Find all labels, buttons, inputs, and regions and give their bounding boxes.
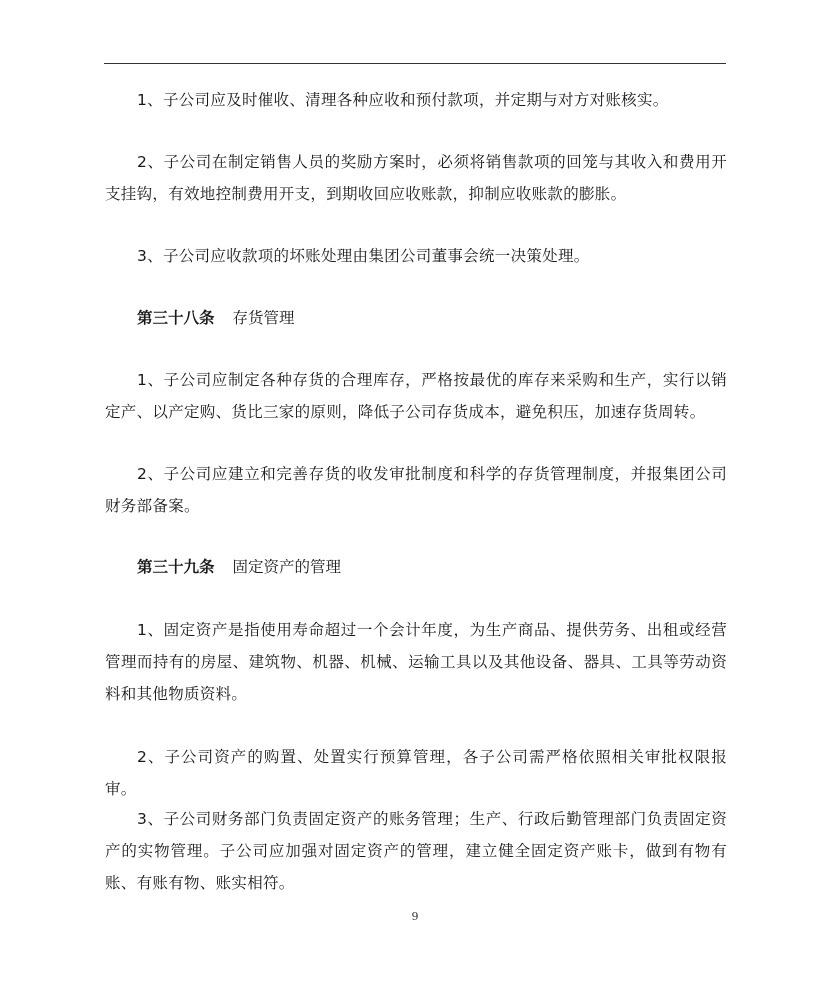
paragraph-receivables-1: 1、子公司应及时催收、清理各种应收和预付款项，并定期与对方对账核实。 <box>137 91 669 109</box>
article-38-paragraph-2: 2、子公司应建立和完善存货的收发审批制度和科学的存货管理制度，并报集团公司财务部备案。 <box>105 465 727 515</box>
paragraph-receivables-2: 2、子公司在制定销售人员的奖励方案时，必须将销售款项的回笼与其收入和费用开支挂钩，有效地控制费用开支，到期收回应收账款，抑制应收账款的膨胀。 <box>105 153 727 203</box>
article-39-heading <box>137 551 341 583</box>
page-number: 9 <box>411 910 419 923</box>
article-39-paragraph-2: 2、子公司资产的购置、处置实行预算管理，各子公司需严格依照相关审批权限报审。 <box>105 748 727 798</box>
article-38-paragraph-1: 1、子公司应制定各种存货的合理库存，严格按最优的库存来采购和生产，实行以销定产、以产定购、货比三家的原则，降低子公司存货成本，避免积压，加速存货周转。 <box>105 371 727 421</box>
article-39-paragraph-3: 3、子公司财务部门负责固定资产的账务管理；生产、行政后勤管理部门负责固定资产的实物管理。子公司应加强对固定资产的管理，建立健全固定资产账卡，做到有物有账、有账有物、账实相符。 <box>105 810 727 892</box>
article-39-number: 第三十九条 <box>137 558 215 576</box>
article-39-paragraph-1: 1、固定资产是指使用寿命超过一个会计年度，为生产商品、提供劳务、出租或经营管理而持有的房屋、建筑物、机器、机械、运输工具以及其他设备、器具、工具等劳动资料和其他物质资料。 <box>105 621 727 703</box>
article-38-heading <box>137 302 295 334</box>
article-38-title: 存货管理 <box>232 309 295 327</box>
paragraph-receivables-3: 3、子公司应收款项的坏账处理由集团公司董事会统一决策处理。 <box>137 247 590 265</box>
header-rule <box>104 63 726 64</box>
article-38-number: 第三十八条 <box>137 309 215 327</box>
article-39-title: 固定资产的管理 <box>232 558 342 576</box>
